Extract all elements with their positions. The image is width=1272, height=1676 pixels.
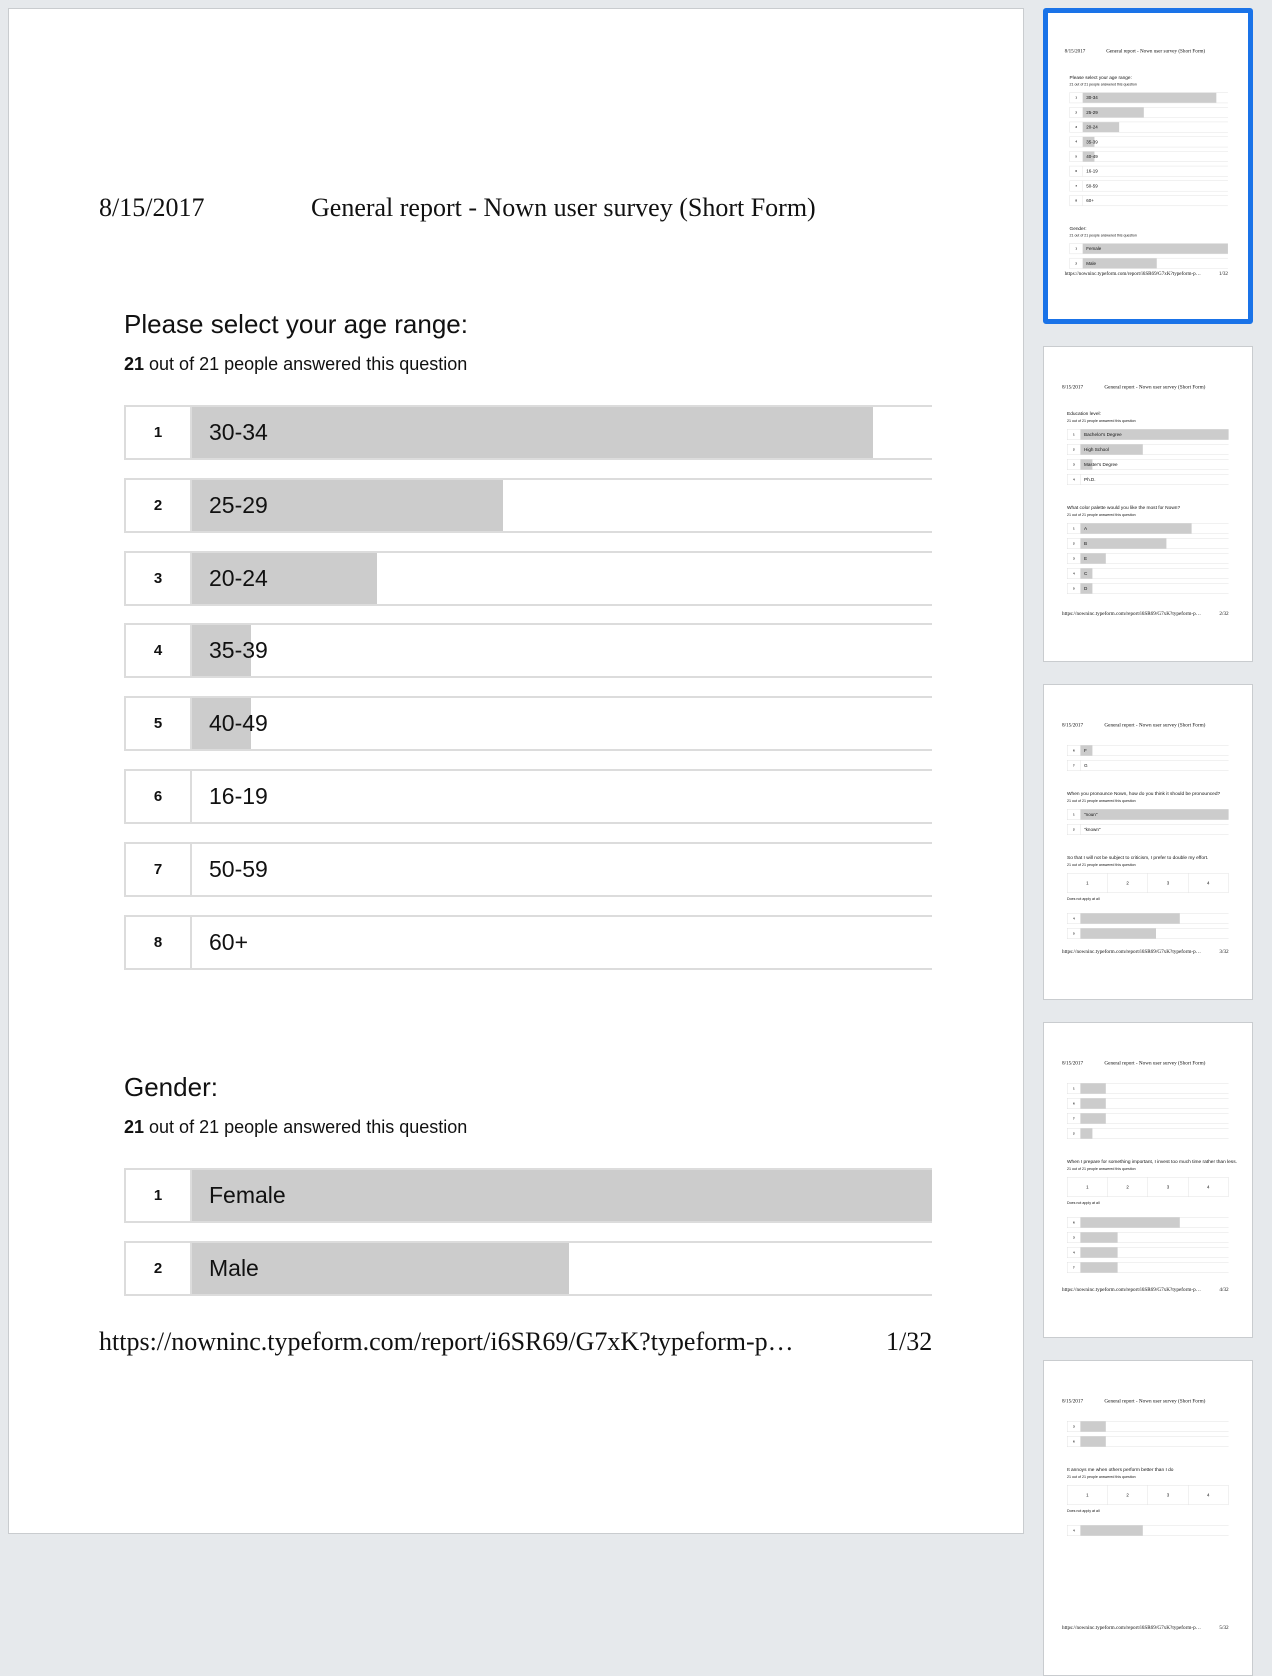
thumbnail-header-title: General report - Nown user survey (Short Form) — [1106, 48, 1206, 54]
thumbnail-page-number: 2/32 — [1219, 610, 1229, 617]
thumbnail-answer-bar — [1081, 1436, 1106, 1446]
thumbnail-header-date: 8/15/2017 — [1064, 48, 1086, 54]
answer-bar-track — [192, 917, 932, 968]
answer-label: 40-49 — [209, 710, 268, 737]
thumbnail-answer-row — [1067, 928, 1229, 939]
thumbnail-answer-bar — [1081, 928, 1156, 938]
thumbnail-question-answered: 21 out of 21 people answered this question — [1067, 419, 1136, 423]
thumbnail-scale-cell: 4 — [1188, 1485, 1228, 1504]
thumbnail-scale-cell: 4 — [1188, 873, 1228, 892]
answer-rank: 1 — [126, 407, 192, 458]
thumbnail-answer-row — [1067, 553, 1229, 564]
thumbnail-scale-cell: 3 — [1148, 873, 1188, 892]
thumbnail-answer-label: G — [1084, 762, 1088, 768]
thumbnail-answer-row — [1070, 151, 1228, 162]
thumbnail-answer-row — [1067, 444, 1229, 455]
answer-rank: 8 — [126, 917, 192, 968]
thumbnail-scale-note: Does not apply at all — [1067, 1201, 1100, 1205]
thumbnail-answer-rank: 1 — [1070, 93, 1083, 103]
thumbnail-answer-rank: 4 — [1067, 474, 1080, 484]
thumbnail-answer-row — [1067, 1098, 1229, 1109]
answer-row — [124, 623, 932, 678]
thumbnail-answer-rank: 3 — [1067, 459, 1080, 469]
page-footer-page-number: 1/32 — [886, 1327, 933, 1356]
thumbnail-answer-label: 16-19 — [1086, 168, 1098, 174]
thumbnail-answer-label: 25-29 — [1086, 109, 1098, 115]
thumbnail-question-answered: 21 out of 21 people answered this question — [1069, 233, 1137, 238]
answered-count-text: out of 21 people answered this question — [144, 354, 468, 374]
thumbnail-answer-rank: 1 — [1067, 429, 1080, 439]
thumbnail-scale-cell: 2 — [1108, 1177, 1148, 1196]
thumbnail-answer-rank: 6 — [1067, 1098, 1080, 1108]
answer-row — [124, 842, 932, 897]
question-title: Please select your age range: — [124, 309, 468, 339]
thumbnail-page-number: 5/32 — [1219, 1624, 1229, 1631]
answer-bar-track — [192, 1170, 932, 1221]
thumbnail-answer-label: Bachelor's Degree — [1084, 431, 1122, 437]
thumbnail-answer-label: D — [1084, 585, 1088, 591]
thumbnail-answer-label: 35-39 — [1086, 139, 1098, 145]
thumbnail-answer-row — [1070, 195, 1228, 206]
thumbnail-question-answered: 21 out of 21 people answered this question — [1067, 799, 1136, 803]
answer-rank: 3 — [126, 553, 192, 604]
answer-row — [124, 405, 932, 460]
thumbnail-answer-rank: 5 — [1070, 152, 1083, 162]
thumbnail-answer-rank: 8 — [1070, 196, 1083, 206]
thumbnail-answer-label: High School — [1084, 446, 1109, 452]
answer-rank: 5 — [126, 698, 192, 749]
thumbnail-header-date: 8/15/2017 — [1062, 1059, 1084, 1066]
thumbnail-answer-rank: 2 — [1067, 444, 1080, 454]
thumbnail-answer-bar — [1083, 244, 1228, 254]
thumbnail-opinion-scale — [1067, 873, 1229, 893]
answered-count-number: 21 — [124, 1117, 145, 1137]
thumbnail-answer-rank: 6 — [1067, 1217, 1080, 1227]
thumbnail-scale-cell: 1 — [1067, 873, 1107, 892]
thumbnail-answer-row — [1067, 1083, 1229, 1094]
thumbnail-scale-cell: 3 — [1148, 1177, 1188, 1196]
thumbnail-answer-bar — [1081, 1525, 1143, 1535]
answer-bar-track — [192, 480, 932, 531]
answer-rank: 1 — [126, 1170, 192, 1221]
thumbnail-question-answered: 21 out of 21 people answered this question — [1067, 1167, 1136, 1171]
answer-label: 16-19 — [209, 783, 268, 809]
thumbnail-answer-row — [1067, 1247, 1229, 1258]
answer-row — [124, 478, 932, 533]
thumbnail-header-title: General report - Nown user survey (Short Form) — [1104, 1397, 1206, 1404]
thumbnail-answer-label: E — [1084, 555, 1088, 561]
thumbnail-answer-row — [1067, 583, 1229, 594]
answer-row — [124, 1168, 932, 1223]
thumbnail-answer-row — [1070, 166, 1228, 177]
thumbnail-question-title: When I prepare for something important, I invest too much time rather than less. — [1067, 1159, 1237, 1165]
thumbnail-answer-rank: 6 — [1067, 745, 1080, 755]
answer-bar-fill — [192, 407, 873, 458]
thumbnail-answer-label: 60+ — [1086, 198, 1094, 204]
thumbnail-answer-label: A — [1084, 525, 1088, 531]
thumbnail-answer-row — [1067, 1436, 1229, 1447]
thumbnail-answer-row — [1070, 258, 1228, 269]
thumbnail-answer-bar — [1081, 523, 1192, 533]
thumbnail-scale-cell: 2 — [1108, 873, 1148, 892]
thumbnail-answer-rank: 4 — [1067, 568, 1080, 578]
thumbnail-answer-rank: 2 — [1067, 824, 1080, 834]
answer-label: 25-29 — [209, 491, 268, 518]
thumbnail-content — [1044, 1361, 1247, 1666]
thumbnail-answer-rank: 6 — [1070, 166, 1083, 176]
answer-bar-track — [192, 844, 932, 895]
answer-rank: 7 — [126, 844, 192, 895]
thumbnail-question-title: It annoys me when others perform better than I do — [1067, 1467, 1174, 1473]
thumbnail-answer-label: 50-59 — [1086, 183, 1098, 189]
thumbnail-content — [1044, 347, 1247, 652]
thumbnail-answer-bar — [1081, 1247, 1118, 1257]
thumbnail-answer-bar — [1081, 1083, 1106, 1093]
question-answered-count — [124, 1117, 467, 1138]
thumbnail-answer-bar — [1081, 1098, 1106, 1108]
thumbnail-answer-bar — [1083, 93, 1216, 103]
thumbnail-question-title: Please select your age range: — [1069, 74, 1132, 81]
thumbnail-answer-label: Ph.D. — [1084, 476, 1096, 482]
thumbnail-answer-row — [1067, 1262, 1229, 1273]
thumbnail-answer-bar — [1081, 809, 1229, 819]
thumbnail-question-answered: 21 out of 21 people answered this question — [1067, 1475, 1136, 1479]
thumbnail-answer-row — [1070, 181, 1228, 192]
thumbnail-answer-label: Male — [1086, 260, 1096, 266]
thumbnail-answer-rank: 4 — [1067, 913, 1080, 923]
question-answered-count — [124, 354, 467, 375]
thumbnail-answer-rank: 7 — [1070, 181, 1083, 191]
thumbnail-header-title: General report - Nown user survey (Short Form) — [1104, 1059, 1206, 1066]
thumbnail-scale-note: Does not apply at all — [1067, 897, 1100, 901]
thumbnail-footer-url: https://nowninc.typeform.com/report/i6SR69/G7xK?typeform-p… — [1062, 610, 1201, 617]
thumbnail-content — [1044, 1023, 1247, 1328]
thumbnail-answer-row — [1067, 1421, 1229, 1432]
thumbnail-answer-row — [1067, 1128, 1229, 1139]
thumbnail-scale-note: Does not apply at all — [1067, 1509, 1100, 1513]
thumbnail-answer-row — [1067, 1217, 1229, 1228]
answer-label: 60+ — [209, 928, 249, 955]
thumbnail-answer-rank: 3 — [1070, 122, 1083, 132]
thumbnail-answer-label: "known" — [1084, 826, 1101, 832]
thumbnail-answer-row — [1070, 136, 1228, 147]
thumbnail-answer-row — [1067, 1232, 1229, 1243]
thumbnail-answer-rank: 1 — [1070, 244, 1083, 254]
thumbnail-answer-rank: 2 — [1067, 1128, 1080, 1138]
answer-row — [124, 915, 932, 970]
thumbnail-header-title: General report - Nown user survey (Short Form) — [1104, 383, 1206, 390]
thumbnail-answer-bar — [1081, 1113, 1106, 1123]
thumbnail-answer-row — [1067, 568, 1229, 579]
thumbnail-answer-bar — [1081, 1217, 1180, 1227]
answer-bar-track — [192, 407, 932, 458]
thumbnail-answer-row — [1067, 538, 1229, 549]
main-document-page — [8, 8, 1024, 1534]
thumbnail-footer-url: https://nowninc.typeform.com/report/i6SR69/G7xK?typeform-p… — [1062, 1624, 1201, 1631]
thumbnail-answer-row — [1070, 107, 1228, 118]
thumbnail-header-date: 8/15/2017 — [1062, 721, 1084, 728]
thumbnail-answer-rank: 3 — [1067, 1232, 1080, 1242]
thumbnail-question-title: So that I will not be subject to criticism, I prefer to double my effort. — [1067, 855, 1209, 861]
thumbnail-answer-rank: 2 — [1067, 538, 1080, 548]
thumbnail-opinion-scale — [1067, 1485, 1229, 1505]
answer-rank: 2 — [126, 480, 192, 531]
thumbnail-header-title: General report - Nown user survey (Short Form) — [1104, 721, 1206, 728]
answer-rank: 4 — [126, 625, 192, 676]
thumbnail-answer-label: 30-34 — [1086, 95, 1098, 101]
thumbnail-answer-rank: 5 — [1067, 583, 1080, 593]
question-title: Gender: — [124, 1072, 218, 1102]
thumbnail-answer-label: 20-24 — [1086, 124, 1098, 130]
thumbnail-answer-rank: 4 — [1070, 137, 1083, 147]
thumbnail-footer-url: https://nowninc.typeform.com/report/i6SR69/G7xK?typeform-p… — [1062, 1286, 1201, 1293]
answer-bar-track — [192, 771, 932, 822]
thumbnail-answer-rank: 7 — [1067, 1113, 1080, 1123]
thumbnail-scale-cell: 1 — [1067, 1177, 1107, 1196]
thumbnail-question-answered: 21 out of 21 people answered this question — [1069, 82, 1137, 87]
thumbnail-footer-url: https://nowninc.typeform.com/report/i6SR69/G7xK?typeform-p… — [1064, 270, 1201, 277]
thumbnail-question-title: When you pronounce Nown, how do you think it should be pronounced? — [1067, 791, 1221, 797]
page-thumbnail-4[interactable] — [1043, 1022, 1253, 1338]
answer-row — [124, 769, 932, 824]
answer-label: 20-24 — [209, 564, 268, 591]
page-header-title: General report - Nown user survey (Short Form) — [311, 193, 816, 222]
thumbnail-answer-rank: 7 — [1067, 1262, 1080, 1272]
answer-row — [124, 696, 932, 751]
page-thumbnail-1[interactable] — [1043, 8, 1253, 324]
thumbnail-page-number: 3/32 — [1219, 948, 1229, 955]
thumbnail-answer-label: "noun" — [1084, 811, 1098, 817]
answer-bar-track — [192, 553, 932, 604]
thumbnail-answer-row — [1067, 824, 1229, 835]
thumbnail-answer-row — [1067, 809, 1229, 820]
thumbnail-answer-rank: 2 — [1070, 107, 1083, 117]
thumbnail-answer-row — [1067, 474, 1229, 485]
thumbnail-answer-rank: 7 — [1067, 760, 1080, 770]
thumbnail-scale-cell: 4 — [1188, 1177, 1228, 1196]
thumbnail-answer-row — [1067, 429, 1229, 440]
thumbnail-footer-url: https://nowninc.typeform.com/report/i6SR69/G7xK?typeform-p… — [1062, 948, 1201, 955]
thumbnail-answer-rank: 1 — [1067, 1083, 1080, 1093]
thumbnail-answer-label: B — [1084, 540, 1088, 546]
answer-bar-track — [192, 625, 932, 676]
thumbnail-page-number: 4/32 — [1219, 1286, 1229, 1293]
thumbnail-answer-rank: 3 — [1067, 553, 1080, 563]
thumbnail-answer-bar — [1081, 538, 1167, 548]
answer-row — [124, 551, 932, 606]
thumbnail-answer-row — [1067, 459, 1229, 470]
thumbnail-answer-rank: 6 — [1067, 1436, 1080, 1446]
thumbnail-answer-label: F — [1084, 747, 1087, 753]
thumbnail-content — [1044, 685, 1247, 990]
thumbnail-opinion-scale — [1067, 1177, 1229, 1197]
thumbnail-header-date: 8/15/2017 — [1062, 383, 1084, 390]
thumbnail-content — [1047, 12, 1246, 311]
answer-bar-track — [192, 1243, 932, 1294]
page-header-date: 8/15/2017 — [99, 193, 205, 222]
answer-bar-track — [192, 698, 932, 749]
thumbnail-scale-cell: 2 — [1108, 1485, 1148, 1504]
thumbnail-answer-bar — [1081, 1232, 1118, 1242]
answer-label: 50-59 — [209, 855, 268, 882]
thumbnail-answer-label: C — [1084, 570, 1088, 576]
thumbnail-answer-label: 40-49 — [1086, 153, 1098, 159]
answer-row — [124, 1241, 932, 1296]
answered-count-number: 21 — [124, 354, 145, 374]
thumbnail-answer-row — [1067, 523, 1229, 534]
thumbnail-answer-row — [1067, 1525, 1229, 1536]
thumbnail-question-answered: 21 out of 21 people answered this question — [1067, 863, 1136, 867]
answered-count-text: out of 21 people answered this question — [144, 1117, 468, 1137]
answer-label: Female — [209, 1182, 286, 1208]
answer-label: 30-34 — [209, 419, 268, 445]
answer-bar-fill — [192, 1170, 932, 1221]
thumbnail-answer-bar — [1081, 913, 1180, 923]
thumbnail-answer-row — [1067, 760, 1229, 771]
answer-rank: 2 — [126, 1243, 192, 1294]
thumbnail-answer-rank: 2 — [1070, 258, 1083, 268]
thumbnail-answer-bar — [1081, 1262, 1118, 1272]
thumbnail-header-date: 8/15/2017 — [1062, 1397, 1084, 1404]
answer-rank: 6 — [126, 771, 192, 822]
thumbnail-question-title: Education level: — [1067, 411, 1101, 417]
answer-label: 35-39 — [209, 637, 268, 664]
thumbnail-answer-label: Master's Degree — [1084, 461, 1118, 467]
thumbnail-answer-label: Female — [1086, 246, 1102, 252]
thumbnail-answer-rank: 1 — [1067, 523, 1080, 533]
thumbnail-scale-cell: 3 — [1148, 1485, 1188, 1504]
answer-label: Male — [209, 1254, 259, 1281]
thumbnail-answer-rank: 3 — [1067, 1421, 1080, 1431]
thumbnail-answer-rank: 5 — [1067, 928, 1080, 938]
thumbnail-answer-rank: 1 — [1067, 809, 1080, 819]
thumbnail-question-answered: 21 out of 21 people answered this question — [1067, 513, 1136, 517]
page-thumbnail-5[interactable] — [1043, 1360, 1253, 1676]
thumbnail-answer-bar — [1081, 1421, 1106, 1431]
page-thumbnail-2[interactable] — [1043, 346, 1253, 662]
thumbnail-answer-bar — [1081, 1128, 1093, 1138]
thumbnail-answer-row — [1067, 1113, 1229, 1124]
thumbnail-question-title: Gender: — [1069, 225, 1087, 231]
thumbnail-scale-cell: 1 — [1067, 1485, 1107, 1504]
thumbnail-answer-row — [1070, 243, 1228, 254]
thumbnail-answer-row — [1067, 745, 1229, 756]
page-thumbnail-3[interactable] — [1043, 684, 1253, 1000]
thumbnail-answer-row — [1067, 913, 1229, 924]
thumbnail-answer-row — [1070, 122, 1228, 133]
thumbnail-answer-rank: 4 — [1067, 1247, 1080, 1257]
thumbnail-answer-rank: 4 — [1067, 1525, 1080, 1535]
thumbnail-question-title: What color palette would you like the most for Nown? — [1067, 505, 1181, 511]
page-footer-url: https://nowninc.typeform.com/report/i6SR69/G7xK?typeform-p… — [99, 1327, 794, 1356]
thumbnail-page-number: 1/32 — [1218, 270, 1228, 277]
thumbnail-answer-row — [1070, 92, 1228, 103]
